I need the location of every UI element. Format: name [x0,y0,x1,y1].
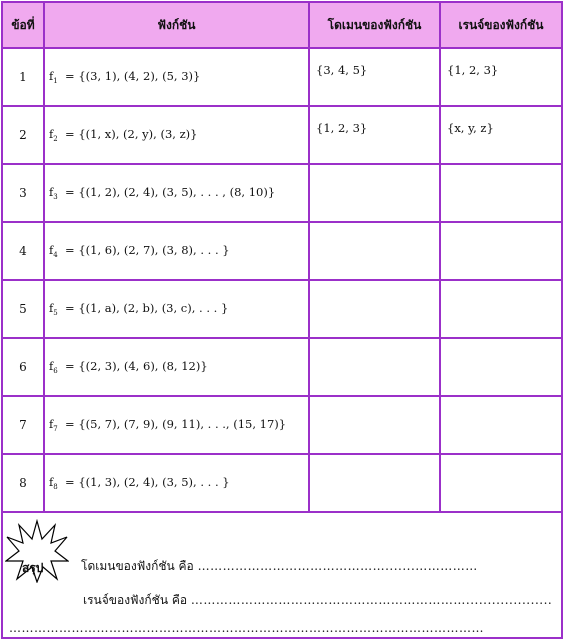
header-row [2,2,562,48]
function-set: = {(2, 3), (4, 6), (8, 12)} [65,359,208,373]
table-row [2,222,562,280]
function-set: = {(3, 1), (4, 2), (5, 3)} [65,69,201,83]
table-row [2,396,562,454]
function-definition [44,48,309,106]
range-cell[interactable] [440,164,562,222]
range-cell[interactable] [440,338,562,396]
function-subscript: 7 [53,425,58,433]
domain-cell[interactable]: {3, 4, 5} [309,48,440,106]
range-cell[interactable] [440,280,562,338]
function-subscript: 5 [53,309,58,317]
function-symbol: f [49,243,54,257]
range-answer-blank[interactable]: ………………………………………………………….................... [190,593,553,607]
range-cell[interactable]: {1, 2, 3} [440,48,562,106]
function-subscript: 3 [53,193,58,201]
range-cell[interactable] [440,454,562,512]
function-symbol: f [49,359,54,373]
function-symbol: f [49,475,54,489]
header-function: ฟังก์ชัน [44,2,309,48]
range-summary-line [83,591,552,610]
function-set: = {(1, a), (2, b), (3, c), . . . } [65,301,229,315]
function-symbol: f [49,301,54,315]
item-number: 7 [2,396,44,454]
function-symbol: f [49,417,54,431]
domain-summary-label: โดเมนของฟังก์ชัน คือ [81,559,194,573]
table-row [2,48,562,106]
item-number: 1 [2,48,44,106]
domain-cell[interactable] [309,164,440,222]
function-set: = {(5, 7), (7, 9), (9, 11), . . ., (15, 17)} [65,417,287,431]
item-number: 6 [2,338,44,396]
header-domain: โดเมนของฟังก์ชัน [309,2,440,48]
function-subscript: 8 [53,483,58,491]
function-definition [44,164,309,222]
function-subscript: 6 [53,367,58,375]
function-definition [44,106,309,164]
domain-cell[interactable] [309,396,440,454]
table-row [2,280,562,338]
function-definition [44,280,309,338]
function-symbol: f [49,185,54,199]
table-row [2,164,562,222]
table-row [2,106,562,164]
range-cell[interactable]: {x, y, z} [440,106,562,164]
range-cell[interactable] [440,222,562,280]
function-set: = {(1, 2), (2, 4), (3, 5), . . . , (8, 10)} [65,185,276,199]
function-subscript: 1 [53,77,58,85]
item-number: 3 [2,164,44,222]
item-number: 4 [2,222,44,280]
function-definition [44,396,309,454]
function-subscript: 4 [53,251,58,259]
summary-cell [2,512,562,638]
function-table [1,1,563,639]
function-symbol: f [49,69,54,83]
item-number: 2 [2,106,44,164]
extra-answer-blank[interactable]: …………………………………………………………………………………………………… [9,621,484,635]
table-row [2,454,562,512]
function-set: = {(1, x), (2, y), (3, z)} [65,127,198,141]
function-subscript: 2 [53,135,58,143]
range-cell[interactable] [440,396,562,454]
domain-cell[interactable] [309,280,440,338]
function-set: = {(1, 6), (2, 7), (3, 8), . . . } [65,243,230,257]
header-range: เรนจ์ของฟังก์ชัน [440,2,562,48]
function-definition [44,454,309,512]
header-item-number: ข้อที่ [2,2,44,48]
domain-answer-blank[interactable]: ……………………………………….......…………… [197,559,478,573]
function-set: = {(1, 3), (2, 4), (3, 5), . . . } [65,475,230,489]
domain-summary-line [81,557,478,576]
item-number: 5 [2,280,44,338]
summary-row [2,512,562,638]
function-symbol: f [49,127,54,141]
range-summary-label: เรนจ์ของฟังก์ชัน คือ [83,593,188,607]
item-number: 8 [2,454,44,512]
table-row [2,338,562,396]
domain-cell[interactable] [309,222,440,280]
domain-cell[interactable]: {1, 2, 3} [309,106,440,164]
summary-badge: สรุป [22,561,44,575]
domain-cell[interactable] [309,454,440,512]
function-definition [44,338,309,396]
function-definition [44,222,309,280]
domain-cell[interactable] [309,338,440,396]
